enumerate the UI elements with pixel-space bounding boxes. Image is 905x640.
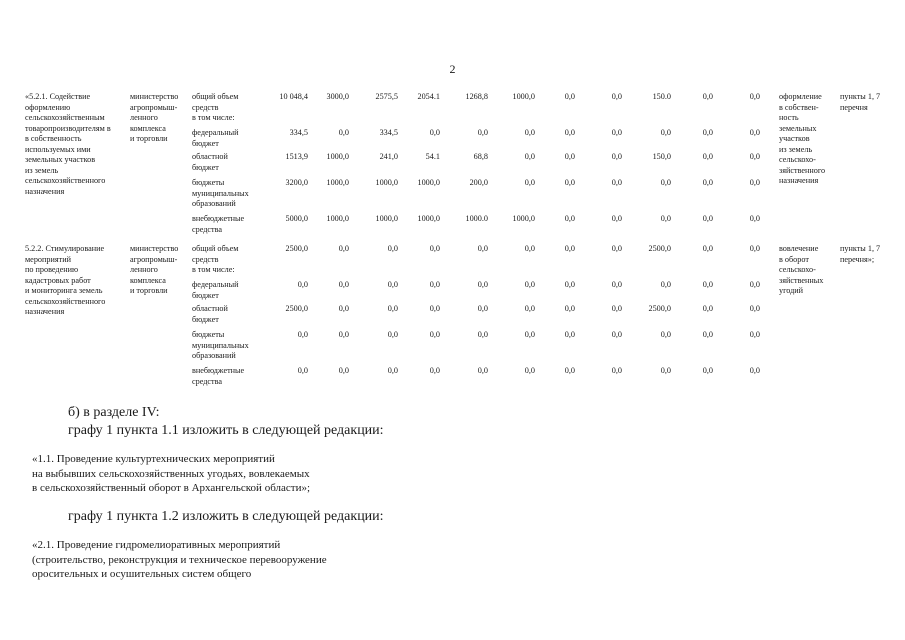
source-label-cell xyxy=(192,280,239,301)
value-cell: 0,0 xyxy=(660,214,671,223)
value-cell: 0,0 xyxy=(477,244,488,253)
quote-2-line: (строительство, реконструкция и техническое перевооружение xyxy=(32,553,327,566)
value-cell: 0,0 xyxy=(660,330,671,339)
value-cell: 2500,0 xyxy=(648,244,671,253)
source-label-cell xyxy=(192,244,238,276)
value-cell: 54.1 xyxy=(425,152,440,161)
result-cell-line: сельскохо- xyxy=(779,265,816,274)
value-cell: 0,0 xyxy=(524,128,535,137)
source-label-cell-line: общий объем xyxy=(192,92,239,101)
source-label-cell-line: бюджет xyxy=(192,138,219,148)
value-cell: 0,0 xyxy=(702,152,713,161)
value-cell: 0,0 xyxy=(611,330,622,339)
value-cell: 0,0 xyxy=(429,128,440,137)
executor-cell xyxy=(130,244,178,297)
value-cell: 200,0 xyxy=(469,178,488,187)
executor-cell-line: и торговли xyxy=(130,286,168,295)
value-cell: 0,0 xyxy=(749,178,760,187)
measure-cell xyxy=(25,92,111,197)
value-cell: 1000,0 xyxy=(375,178,398,187)
value-cell: 0,0 xyxy=(564,366,575,375)
executor-cell-line: и торговли xyxy=(130,134,168,143)
source-label-cell-line: федеральный xyxy=(192,128,239,137)
value-cell: 241,0 xyxy=(379,152,398,161)
source-label-cell xyxy=(192,214,244,235)
source-label-cell-line: средств xyxy=(192,254,219,264)
value-cell: 0,0 xyxy=(564,304,575,313)
result-cell-line: оформление xyxy=(779,92,822,101)
value-cell: 1000,0 xyxy=(375,214,398,223)
instruction-1: графу 1 пункта 1.1 изложить в следующей редакции: xyxy=(68,423,384,438)
value-cell: 0,0 xyxy=(702,304,713,313)
executor-cell-line: ленного xyxy=(130,113,158,122)
section-b-heading: б) в разделе IV: xyxy=(68,405,160,420)
value-cell: 2575,5 xyxy=(375,92,398,101)
value-cell: 0,0 xyxy=(611,304,622,313)
result-cell-line: зяйственных xyxy=(779,275,824,285)
executor-cell-line: агропромыш- xyxy=(130,254,178,264)
value-cell: 1000,0 xyxy=(326,214,349,223)
value-cell: 0,0 xyxy=(524,152,535,161)
value-cell: 0,0 xyxy=(338,304,349,313)
value-cell: 1268,8 xyxy=(465,92,488,101)
value-cell: 0,0 xyxy=(429,330,440,339)
value-cell: 0,0 xyxy=(429,244,440,253)
items-cell xyxy=(840,244,880,265)
result-cell-line: в собствен- xyxy=(779,102,819,112)
value-cell: 0,0 xyxy=(297,330,308,339)
source-label-cell-line: образований xyxy=(192,199,236,208)
value-cell: 334,5 xyxy=(289,128,308,137)
quote-1-line: «1.1. Проведение культуртехнических мероприятий xyxy=(32,453,275,465)
value-cell: 0,0 xyxy=(564,92,575,101)
value-cell: 0,0 xyxy=(477,330,488,339)
value-cell: 150.0 xyxy=(652,92,671,101)
value-cell: 0,0 xyxy=(749,330,760,339)
source-label-cell-line: в том числе: xyxy=(192,113,235,122)
measure-cell xyxy=(25,244,105,318)
value-cell: 0,0 xyxy=(429,366,440,375)
source-label-cell-line: бюджет xyxy=(192,162,219,172)
source-label-cell-line: областной xyxy=(192,152,228,161)
value-cell: 0,0 xyxy=(297,280,308,289)
result-cell-line: из земель xyxy=(779,144,813,154)
measure-cell-line: 5.2.2. Стимулирование xyxy=(25,244,105,253)
source-label-cell-line: средств xyxy=(192,102,219,112)
value-cell: 0,0 xyxy=(477,304,488,313)
result-cell-line: участков xyxy=(779,134,810,143)
source-label-cell xyxy=(192,128,239,149)
source-label-cell-line: образований xyxy=(192,351,236,360)
value-cell: 0,0 xyxy=(611,92,622,101)
items-cell xyxy=(840,92,880,113)
quote-1 xyxy=(32,452,310,496)
source-label-cell-line: средства xyxy=(192,224,223,234)
measure-cell-line: назначения xyxy=(25,307,65,316)
result-cell-line: ность xyxy=(779,113,799,122)
value-cell: 0,0 xyxy=(387,366,398,375)
measure-cell-line: мероприятий xyxy=(25,254,71,264)
value-cell: 0,0 xyxy=(524,244,535,253)
value-cell: 3200,0 xyxy=(285,178,308,187)
value-cell: 0,0 xyxy=(564,178,575,187)
value-cell: 0,0 xyxy=(702,280,713,289)
value-cell: 0,0 xyxy=(702,128,713,137)
value-cell: 0,0 xyxy=(429,280,440,289)
value-cell: 1000,0 xyxy=(326,152,349,161)
measure-cell-line: земельных участков xyxy=(25,155,96,164)
source-label-cell-line: областной xyxy=(192,304,228,313)
measure-cell-line: сельскохозяйственным xyxy=(25,113,105,122)
value-cell: 0,0 xyxy=(749,214,760,223)
value-cell: 0,0 xyxy=(611,152,622,161)
value-cell: 0,0 xyxy=(387,280,398,289)
quote-1-line: на выбывших сельскохозяйственных угодьях, вовлекаемых xyxy=(32,467,310,480)
executor-cell-line: министерство xyxy=(130,244,179,253)
value-cell: 0,0 xyxy=(477,280,488,289)
source-label-cell-line: в том числе: xyxy=(192,265,235,274)
value-cell: 2500,0 xyxy=(285,304,308,313)
executor-cell xyxy=(130,92,178,145)
value-cell: 0,0 xyxy=(338,244,349,253)
source-label-cell xyxy=(192,92,238,124)
source-label-cell-line: бюджеты xyxy=(192,178,225,187)
value-cell: 0,0 xyxy=(524,304,535,313)
measure-cell-line: «5.2.1. Содействие xyxy=(25,92,91,101)
result-cell-line: назначения xyxy=(779,176,819,185)
value-cell: 0,0 xyxy=(477,128,488,137)
value-cell: 0,0 xyxy=(564,280,575,289)
result-cell-line: угодий xyxy=(779,286,804,295)
value-cell: 0,0 xyxy=(749,366,760,375)
value-cell: 0,0 xyxy=(702,330,713,339)
source-label-cell-line: бюджет xyxy=(192,290,219,300)
value-cell: 68,8 xyxy=(473,152,488,161)
value-cell: 0,0 xyxy=(749,152,760,161)
value-cell: 0,0 xyxy=(387,330,398,339)
value-cell: 0,0 xyxy=(660,128,671,137)
value-cell: 0,0 xyxy=(702,92,713,101)
measure-cell-line: и мониторинга земель xyxy=(25,286,103,295)
value-cell: 0,0 xyxy=(749,92,760,101)
source-label-cell xyxy=(192,152,228,173)
source-label-cell-line: средства xyxy=(192,376,223,386)
value-cell: 1513,9 xyxy=(285,152,308,161)
value-cell: 0,0 xyxy=(477,366,488,375)
value-cell: 0,0 xyxy=(564,128,575,137)
value-cell: 0,0 xyxy=(702,214,713,223)
value-cell: 0,0 xyxy=(660,280,671,289)
value-cell: 0,0 xyxy=(611,128,622,137)
value-cell: 0,0 xyxy=(338,366,349,375)
result-cell xyxy=(779,92,825,187)
value-cell: 3000,0 xyxy=(326,92,349,101)
instruction-2: графу 1 пункта 1.2 изложить в следующей редакции: xyxy=(68,509,384,524)
source-label-cell-line: внебюджетные xyxy=(192,214,245,223)
measure-cell-line: оформлению xyxy=(25,102,71,112)
quote-2 xyxy=(32,538,327,582)
value-cell: 0,0 xyxy=(387,244,398,253)
value-cell: 0,0 xyxy=(611,214,622,223)
source-label-cell-line: муниципальных xyxy=(192,188,249,198)
value-cell: 0,0 xyxy=(387,304,398,313)
value-cell: 0,0 xyxy=(338,128,349,137)
value-cell: 1000,0 xyxy=(417,214,440,223)
value-cell: 0,0 xyxy=(702,366,713,375)
measure-cell-line: сельскохозяйственного xyxy=(25,176,106,185)
value-cell: 0,0 xyxy=(749,244,760,253)
result-cell-line: сельскохо- xyxy=(779,155,816,164)
value-cell: 0,0 xyxy=(297,366,308,375)
value-cell: 0,0 xyxy=(564,152,575,161)
value-cell: 1000,0 xyxy=(326,178,349,187)
source-label-cell-line: бюджеты xyxy=(192,330,225,339)
value-cell: 1000,0 xyxy=(512,214,535,223)
page-number: 2 xyxy=(449,62,456,76)
value-cell: 0,0 xyxy=(660,178,671,187)
value-cell: 1000,0 xyxy=(417,178,440,187)
value-cell: 0,0 xyxy=(564,330,575,339)
source-label-cell xyxy=(192,366,244,387)
quote-2-line: «2.1. Проведение гидромелиоративных мероприятий xyxy=(32,539,281,551)
measure-cell-line: по проведению xyxy=(25,265,79,274)
value-cell: 0,0 xyxy=(749,128,760,137)
value-cell: 0,0 xyxy=(611,280,622,289)
source-label-cell-line: общий объем xyxy=(192,244,239,253)
value-cell: 0,0 xyxy=(611,366,622,375)
value-cell: 1000,0 xyxy=(512,92,535,101)
value-cell: 0,0 xyxy=(611,244,622,253)
quote-1-line: в сельскохозяйственный оборот в Архангельской области»; xyxy=(32,482,311,494)
value-cell: 0,0 xyxy=(524,330,535,339)
source-label-cell xyxy=(192,178,249,210)
items-cell-line: пункты 1, 7 xyxy=(840,244,881,253)
value-cell: 0,0 xyxy=(564,244,575,253)
value-cell: 0,0 xyxy=(338,280,349,289)
executor-cell-line: ленного xyxy=(130,265,158,274)
items-cell-line: перечня»; xyxy=(840,254,875,264)
value-cell: 0,0 xyxy=(702,178,713,187)
measure-cell-line: в собственность xyxy=(25,134,82,143)
value-cell: 0,0 xyxy=(524,178,535,187)
value-cell: 0,0 xyxy=(564,214,575,223)
source-label-cell xyxy=(192,304,228,325)
value-cell: 334,5 xyxy=(379,128,398,137)
result-cell-line: в оборот xyxy=(779,254,809,264)
value-cell: 1000.0 xyxy=(465,214,488,223)
executor-cell-line: министерство xyxy=(130,92,179,101)
value-cell: 10 048,4 xyxy=(279,92,308,101)
source-label-cell-line: федеральный xyxy=(192,280,239,289)
value-cell: 0,0 xyxy=(429,304,440,313)
measure-cell-line: назначения xyxy=(25,186,65,196)
measure-cell-line: из земель xyxy=(25,165,59,175)
measure-cell-line: товаропроизводителям в xyxy=(25,123,111,133)
source-label-cell-line: муниципальных xyxy=(192,340,249,350)
quote-2-line: оросительных и осушительных систем общего xyxy=(32,568,252,580)
measure-cell-line: используемых ими xyxy=(25,144,91,154)
executor-cell-line: комплекса xyxy=(130,275,166,285)
value-cell: 5000,0 xyxy=(285,214,308,223)
value-cell: 0,0 xyxy=(702,244,713,253)
items-cell-line: пункты 1, 7 xyxy=(840,92,881,101)
result-cell xyxy=(779,244,823,297)
value-cell: 2500,0 xyxy=(285,244,308,253)
value-cell: 2054.1 xyxy=(417,92,440,101)
value-cell: 2500,0 xyxy=(648,304,671,313)
measure-cell-line: сельскохозяйственного xyxy=(25,296,106,306)
result-cell-line: земельных xyxy=(779,123,817,133)
source-label-cell xyxy=(192,330,249,362)
value-cell: 0,0 xyxy=(338,330,349,339)
items-cell-line: перечня xyxy=(840,102,868,112)
source-label-cell-line: внебюджетные xyxy=(192,366,245,375)
executor-cell-line: агропромыш- xyxy=(130,102,178,112)
value-cell: 0,0 xyxy=(660,366,671,375)
value-cell: 0,0 xyxy=(524,366,535,375)
value-cell: 150,0 xyxy=(652,152,671,161)
result-cell-line: вовлечение xyxy=(779,244,819,253)
source-label-cell-line: бюджет xyxy=(192,314,219,324)
result-cell-line: зяйственного xyxy=(779,165,826,175)
value-cell: 0,0 xyxy=(749,280,760,289)
value-cell: 0,0 xyxy=(611,178,622,187)
executor-cell-line: комплекса xyxy=(130,123,166,133)
value-cell: 0,0 xyxy=(524,280,535,289)
measure-cell-line: кадастровых работ xyxy=(25,275,91,285)
value-cell: 0,0 xyxy=(749,304,760,313)
